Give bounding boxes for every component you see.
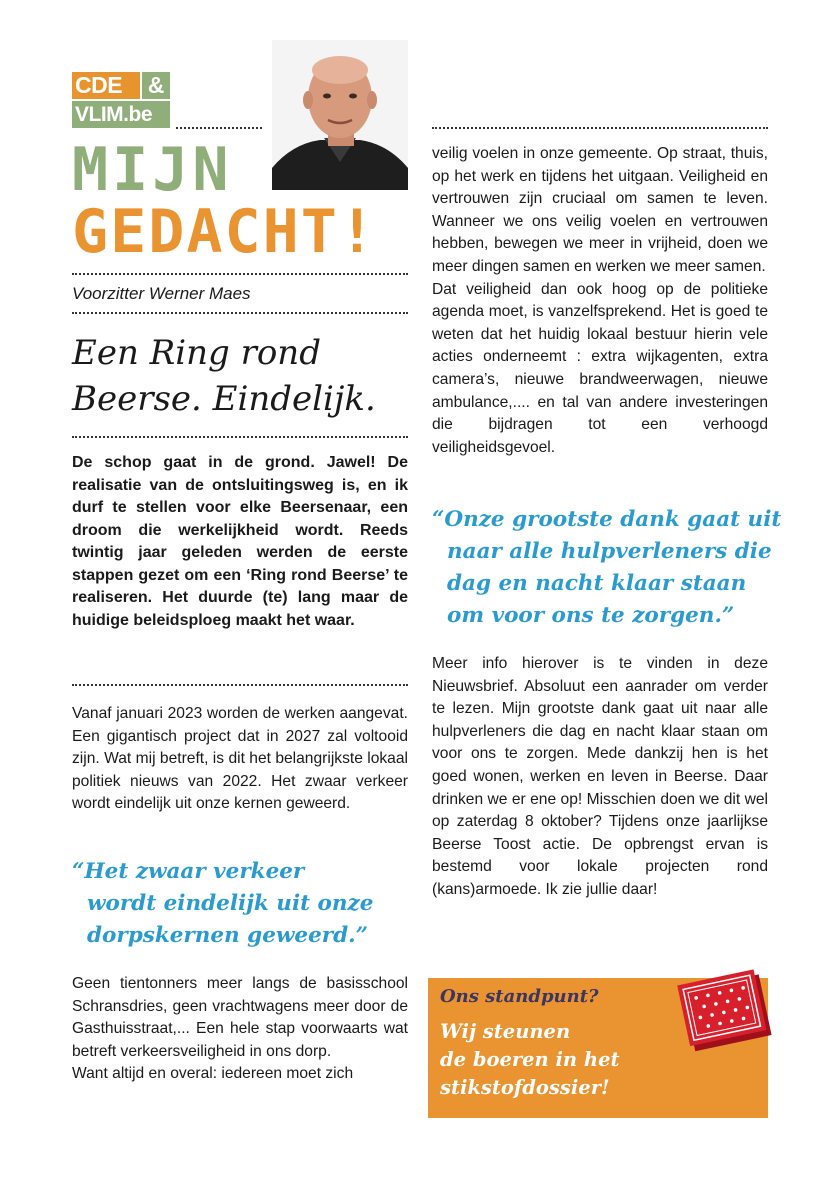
quote-line: wordt eindelijk uit onze — [87, 891, 374, 916]
portrait-image — [272, 40, 408, 190]
body-paragraph-part: Want altijd en overal: iedereen moet zich — [72, 1065, 354, 1083]
body-paragraph-part: Dat veiligheid dan ook hoog op de politieke agenda moet, is vanzelfsprekend. Het is goed te weten dat het huidig lokaal bestuur hierin vele acties onderneemt : extra wijkagenten, extra camera’s, nieuwe brandweerwagen, nieuwe ambulance,.... en tal van andere investeringen die bijdragen tot een verhoogd veiligheidsgevoel. — [432, 280, 768, 456]
body-paragraph-part: Geen tientonners meer langs de basisschool Schransdries, geen vrachtwagens meer door de Gasthuisstraat,... Een hele stap voorwaarts wat betreft verkeersveiligheid in ons dorp. — [72, 975, 408, 1060]
standpunt-line: stikstofdossier! — [440, 1076, 610, 1099]
intro-paragraph: De schop gaat in de grond. Jawel! De realisatie van de ontsluitingsweg is, en ik durf te stellen voor elke Beersenaar, een droom die werkelijkheid wordt. Reeds twintig jaar geleden werden de eerste stappen gezet om een ‘Ring rond Beerse’ te realiseren. Het duurde (te) lang maar de huidige beleidsploeg maakt het waar. — [72, 454, 408, 629]
divider — [72, 684, 408, 686]
author-photo — [272, 40, 408, 190]
body-paragraph: Vanaf januari 2023 worden de werken aangevat. Een gigantisch project dat in 2027 zal voltooid zijn. Wat mij betreft, is dit het belangrijkste lokaal politiek nieuws van 2022. Het zwaar verkeer wordt eindelijk uit onze kernen geweerd. — [72, 705, 408, 813]
body-paragraph — [432, 143, 768, 459]
standpunt-title: Ons standpunt? — [440, 986, 599, 1007]
body-paragraph — [72, 973, 408, 1086]
divider — [176, 127, 262, 129]
article-headline — [72, 330, 412, 422]
quote-line: naar alle hulpverleners die — [447, 539, 772, 564]
quote-line: dorpskernen geweerd.” — [87, 923, 368, 948]
pull-quote — [72, 856, 412, 952]
headline-line-2: Beerse. Eindelijk. — [72, 379, 376, 419]
logo-cde: CDE — [72, 72, 140, 99]
logo — [72, 72, 170, 128]
standpunt-line: Wij steunen — [440, 1020, 571, 1043]
divider — [72, 436, 408, 438]
quote-line: “Het zwaar verkeer — [72, 859, 305, 884]
standpunt-line: de boeren in het — [440, 1048, 620, 1071]
divider — [432, 127, 768, 129]
quote-line: “Onze grootste dank gaat uit — [432, 507, 782, 532]
title-line-2: GEDACHT! — [72, 197, 377, 267]
title-line-1: MIJN — [72, 135, 233, 205]
quote-line: om voor ons te zorgen.” — [447, 603, 735, 628]
pull-quote — [432, 504, 802, 632]
quote-line: dag en nacht klaar staan — [447, 571, 747, 596]
divider — [72, 312, 408, 314]
body-paragraph: Meer info hierover is te vinden in deze Nieuwsbrief. Absoluut een aanrader om verder te lezen. Mijn grootste dank gaat uit naar alle hulpverleners die dag en nacht klaar staan om voor ons te zorgen. Mede dankzij hen is het goed wonen, werken en leven in Beerse. Daar drinken we er ene op! Misschien doen we dit wel op zaterdag 8 oktober? Tijdens onze jaarlijkse Beerse Toost actie. De opbrengst ervan is bestemd voor lokale projecten rond (kans)armoede. Ik zie jullie daar! — [432, 655, 768, 898]
standpunt-statement — [440, 1018, 660, 1102]
author-name: Voorzitter Werner Maes — [72, 284, 251, 303]
standpunt-box — [428, 978, 768, 1118]
divider — [72, 273, 408, 275]
headline-line-1: Een Ring rond — [72, 333, 321, 373]
logo-ampersand: & — [142, 72, 170, 99]
body-paragraph-part: veilig voelen in onze gemeente. Op straat, thuis, op het werk en tijdens het uitgaan. Veiligheid en vertrouwen zijn cruciaal om samen te leven. Wanneer we ons veilig voelen en vertrouwen hebben, bewegen we meer in vrijheid, doen we meer dingen samen en werken we meer samen. — [432, 145, 768, 275]
red-handkerchief-icon — [676, 968, 776, 1058]
logo-vlim: VLIM.be — [72, 101, 170, 128]
